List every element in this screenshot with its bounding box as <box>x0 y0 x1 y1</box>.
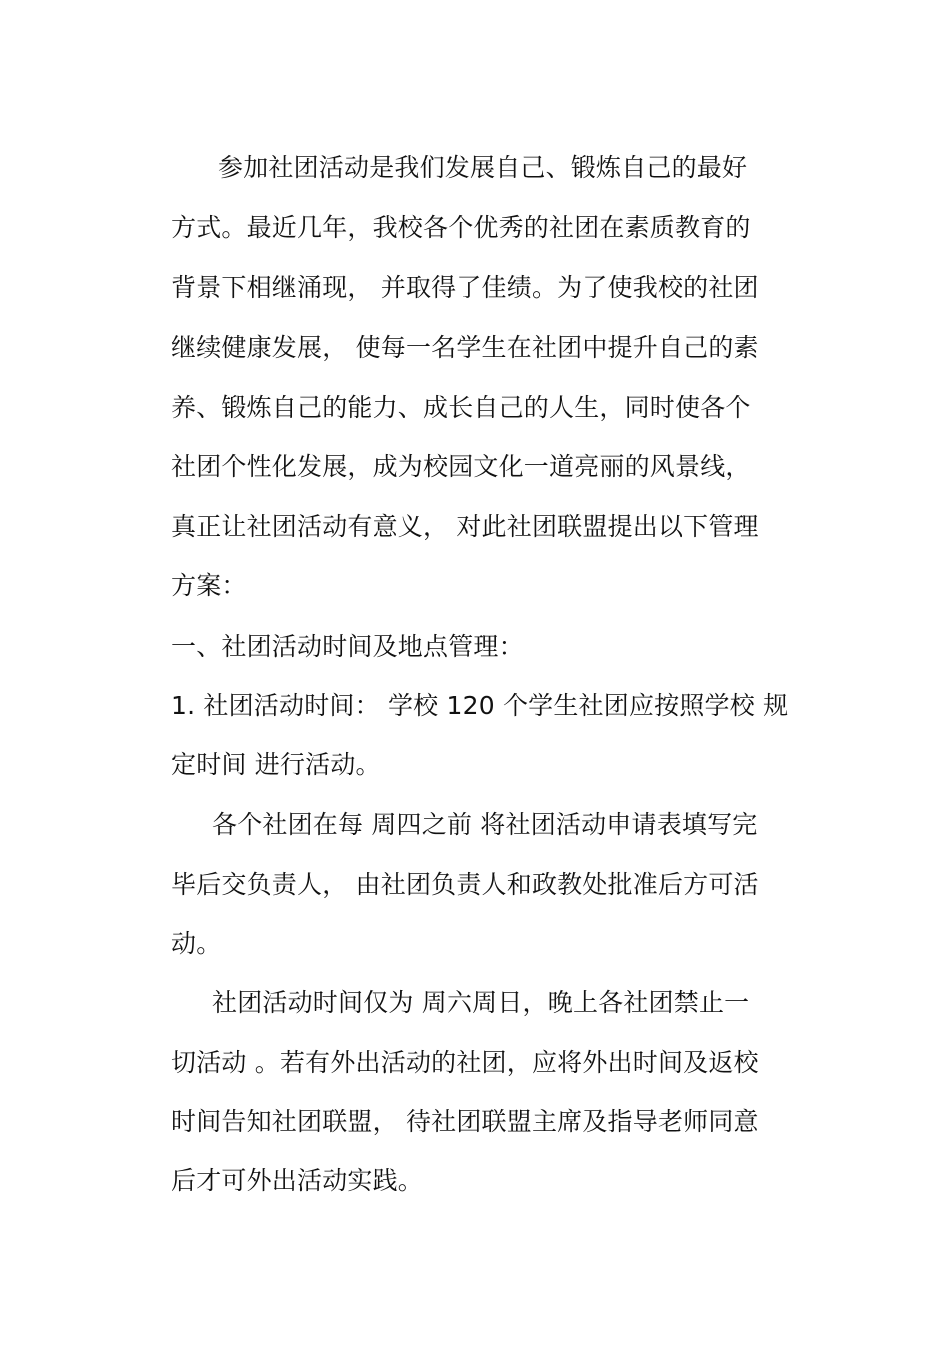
text-line-13: 毕后交负责人， 由社团负责人和政教处批准后方可活 <box>171 870 759 899</box>
text-line-7: 真正让社团活动有意义， 对此社团联盟提出以下管理 <box>171 512 759 541</box>
text-line-15: 社团活动时间仅为 周六周日，晚上各社团禁止一 <box>212 988 750 1017</box>
text-line-4: 继续健康发展， 使每一名学生在社团中提升自己的素 <box>171 333 759 362</box>
text-line-14: 动。 <box>171 929 222 958</box>
text-line-8: 方案： <box>171 571 247 600</box>
text-line-16: 切活动 。若有外出活动的社团，应将外出时间及返校 <box>171 1048 759 1077</box>
text-line-1: 参加社团活动是我们发展自己、锻炼自己的最好 <box>218 153 748 182</box>
text-line-17: 时间告知社团联盟， 待社团联盟主席及指导老师同意 <box>171 1107 759 1136</box>
text-line-11: 定时间 进行活动。 <box>171 750 381 779</box>
text-line-5: 养、锻炼自己的能力、成长自己的人生，同时使各个 <box>171 393 751 422</box>
text-line-3: 背景下相继涌现， 并取得了佳绩。为了使我校的社团 <box>171 273 759 302</box>
text-line-2: 方式。最近几年，我校各个优秀的社团在素质教育的 <box>171 213 751 242</box>
text-line-12: 各个社团在每 周四之前 将社团活动申请表填写完 <box>212 810 758 839</box>
text-line-10: 1. 社团活动时间： 学校 120 个学生社团应按照学校 规 <box>171 691 789 720</box>
text-line-6: 社团个性化发展，成为校园文化一道亮丽的风景线， <box>171 452 751 481</box>
text-line-18: 后才可外出活动实践。 <box>171 1166 424 1195</box>
section-heading: 一、社团活动时间及地点管理： <box>171 632 524 661</box>
